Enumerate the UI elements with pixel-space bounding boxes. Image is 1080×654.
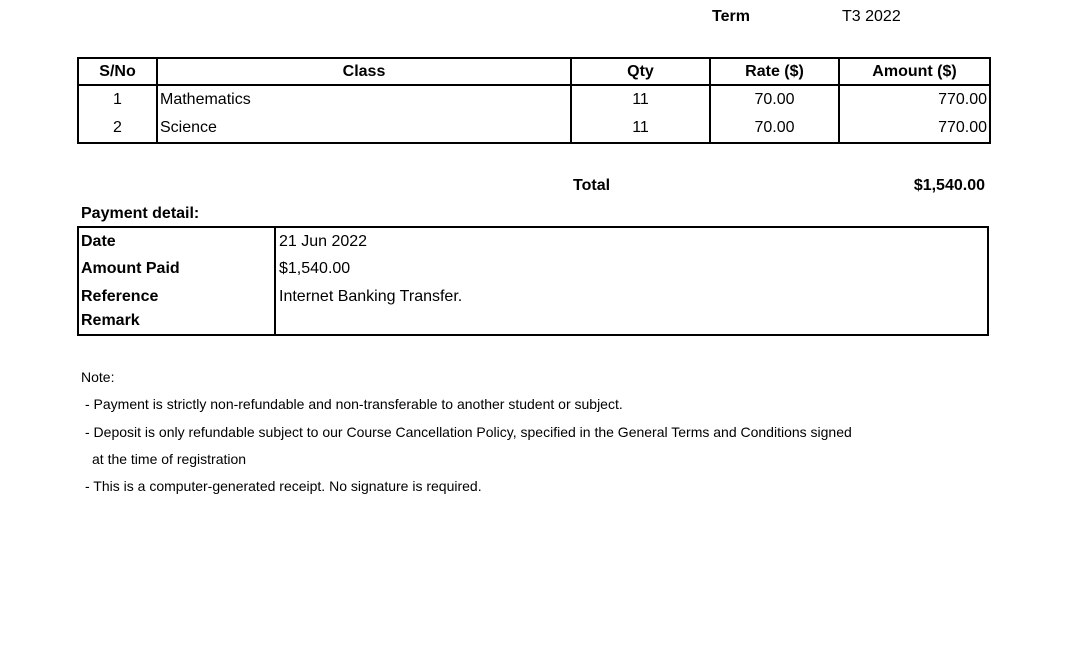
table-row (78, 85, 990, 114)
row-amount: 770.00 (839, 114, 990, 143)
payment-date-label: Date (81, 233, 116, 250)
row-sno: 1 (78, 85, 157, 114)
header-rate: Rate ($) (710, 58, 839, 85)
items-table (77, 57, 991, 144)
row-qty: 11 (571, 114, 710, 143)
header-qty: Qty (571, 58, 710, 85)
header-sno: S/No (78, 58, 157, 85)
payment-detail-heading: Payment detail: (81, 205, 200, 222)
payment-detail-divider (274, 226, 276, 336)
note-heading: Note: (81, 369, 115, 385)
payment-amount-label: Amount Paid (81, 260, 180, 277)
row-class: Science (157, 114, 571, 143)
header-amount: Amount ($) (839, 58, 990, 85)
row-rate: 70.00 (710, 114, 839, 143)
note-line-2-continued: at the time of registration (92, 451, 247, 467)
payment-date-value: 21 Jun 2022 (279, 233, 368, 250)
row-rate: 70.00 (710, 85, 839, 114)
header-class: Class (157, 58, 571, 85)
total-label: Total (573, 177, 611, 194)
payment-amount-value: $1,540.00 (279, 260, 351, 277)
payment-remark-label: Remark (81, 312, 140, 329)
term-value: T3 2022 (842, 8, 901, 25)
payment-reference-label: Reference (81, 288, 159, 305)
row-class: Mathematics (157, 85, 571, 114)
table-header-row (78, 58, 990, 85)
total-value: $1,540.00 (913, 177, 985, 194)
row-amount: 770.00 (839, 85, 990, 114)
payment-reference-value: Internet Banking Transfer. (279, 288, 463, 305)
note-line-1: - Payment is strictly non-refundable and non-transferable to another student or subject. (85, 396, 623, 412)
row-qty: 11 (571, 85, 710, 114)
table-row (78, 114, 990, 143)
note-line-3: - This is a computer-generated receipt. No signature is required. (85, 478, 482, 494)
payment-detail-box (77, 226, 989, 336)
row-sno: 2 (78, 114, 157, 143)
term-label: Term (712, 8, 750, 25)
note-line-2: - Deposit is only refundable subject to our Course Cancellation Policy, specified in the General Terms and Conditions signed (85, 424, 852, 440)
